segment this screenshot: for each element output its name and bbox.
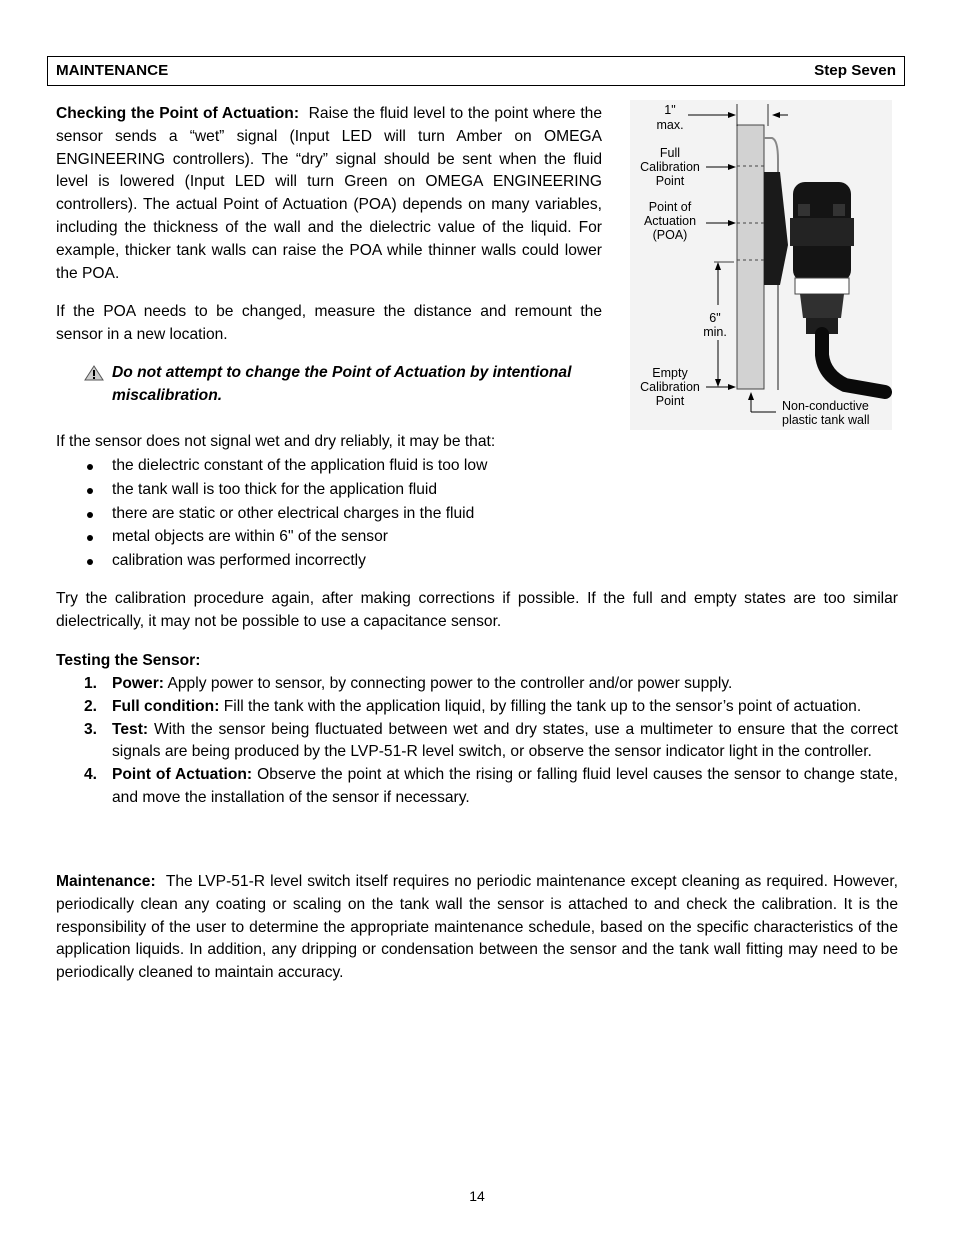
step-label: Full condition: xyxy=(112,697,220,715)
checking-title: Checking the Point of Actuation: xyxy=(56,105,300,122)
list-item: metal objects are within 6" of the sensor xyxy=(84,526,487,550)
step-label: Test: xyxy=(112,720,149,738)
reasons-list xyxy=(84,455,487,574)
tank-wall xyxy=(737,125,764,389)
maintenance-body: The LVP-51-R level switch itself requires no periodic maintenance except cleaning as required. However, periodically clean any coating or scaling on the tank wall the sensor is attached to and check the calibration. It is the responsibility of the user to determine the appropriate maintenance schedule, based on the specific characteristics of the application liquids. In addition, any dripping or condensation between the sensor and the tank wall fitting may need to be periodically cleaned to maintain accuracy. xyxy=(56,873,899,982)
list-item xyxy=(84,719,898,765)
step-label: Power: xyxy=(112,675,164,692)
step-text: Observe the point at which the rising or falling fluid level causes the sensor to change state, and move the installation of the sensor if necessary. xyxy=(112,766,898,806)
section-header xyxy=(47,56,905,86)
step-label: Step Seven xyxy=(814,61,896,79)
section-title: MAINTENANCE xyxy=(56,61,169,79)
step-number: 2. xyxy=(84,697,98,715)
page-number: 14 xyxy=(469,1188,485,1204)
testing-heading: Testing the Sensor: xyxy=(56,652,201,669)
warning-icon xyxy=(84,365,104,381)
list-item xyxy=(84,696,898,719)
step-text: With the sensor being fluctuated between wet and dry states, use a multimeter to ensure that the correct signals are being produced by the LVP-51-R level switch, or observe the sensor indicator light in the controller. xyxy=(112,720,898,761)
reasons-intro: If the sensor does not signal wet and dry reliably, it may be that: xyxy=(56,433,496,450)
sensor-screw xyxy=(798,204,810,216)
maintenance-title: Maintenance: xyxy=(56,873,156,890)
poa-line-1: Point of xyxy=(648,200,692,214)
sensor-clamp xyxy=(790,218,854,246)
sensor-mounting-diagram xyxy=(630,100,892,430)
empty-line-2: Calibration xyxy=(640,380,700,394)
testing-title xyxy=(56,650,200,673)
step-text: Apply power to sensor, by connecting power to the controller and/or power supply. xyxy=(167,675,733,692)
min-dimension-value: 6" xyxy=(709,311,721,325)
max-dimension-value: 1" xyxy=(664,103,676,117)
min-dimension-unit: min. xyxy=(703,325,727,339)
empty-line-1: Empty xyxy=(652,366,688,380)
list-item xyxy=(84,764,898,810)
poa-line-2: Actuation xyxy=(643,214,697,228)
cable-gland xyxy=(800,294,844,318)
empty-line-3: Point xyxy=(655,394,685,408)
retry-paragraph: Try the calibration procedure again, after making corrections if possible. If the full and empty states are too similar dielectrically, it may not be possible to use a capacitance sensor. xyxy=(56,590,898,630)
step-number: 4. xyxy=(84,766,98,784)
step-number: 3. xyxy=(84,720,98,738)
checking-body: Raise the fluid level to the point where the sensor sends a “wet” signal (Input LED will turn Amber on OMEGA ENGINEERING controllers). The “dry” signal should be sent when the fluid level is lowered (Input LED will turn Green on OMEGA ENGINEERING controllers). The actual Point of Actuation (POA) depends on many variables, including the thickness of the wall and the dielectric value of the liquid. For example, thicker tank walls can raise the POA while thinner walls could lower the POA. xyxy=(56,105,602,282)
wall-line-2: plastic tank wall xyxy=(782,413,870,427)
list-item xyxy=(84,673,898,696)
maintenance-paragraph xyxy=(56,871,898,985)
full-line-1: Full xyxy=(659,146,681,160)
remount-paragraph: If the POA needs to be changed, measure the distance and remount the sensor in a new location. xyxy=(56,303,602,343)
warning-text: Do not attempt to change the Point of Actuation by intentional miscalibration. xyxy=(112,364,572,404)
step-text: Fill the tank with the application liquid, by filling the tank up to the sensor’s point of actuation. xyxy=(223,697,862,715)
full-line-2: Calibration xyxy=(640,160,700,174)
full-line-3: Point xyxy=(655,174,685,188)
testing-steps xyxy=(84,673,898,810)
step-label: Point of Actuation: xyxy=(112,766,253,784)
step-number: 1. xyxy=(84,675,98,692)
max-dimension-unit: max. xyxy=(656,118,684,132)
sensor-screw xyxy=(833,204,845,216)
list-item: the dielectric constant of the application fluid is too low xyxy=(84,455,487,479)
list-item: there are static or other electrical charges in the fluid xyxy=(84,503,487,527)
checking-paragraph xyxy=(56,103,602,285)
wall-line-1: Non-conductive xyxy=(782,399,869,413)
sensor-ring xyxy=(795,278,849,294)
list-item: the tank wall is too thick for the application fluid xyxy=(84,479,487,503)
list-item: calibration was performed incorrectly xyxy=(84,550,487,574)
poa-line-3: (POA) xyxy=(652,228,688,242)
